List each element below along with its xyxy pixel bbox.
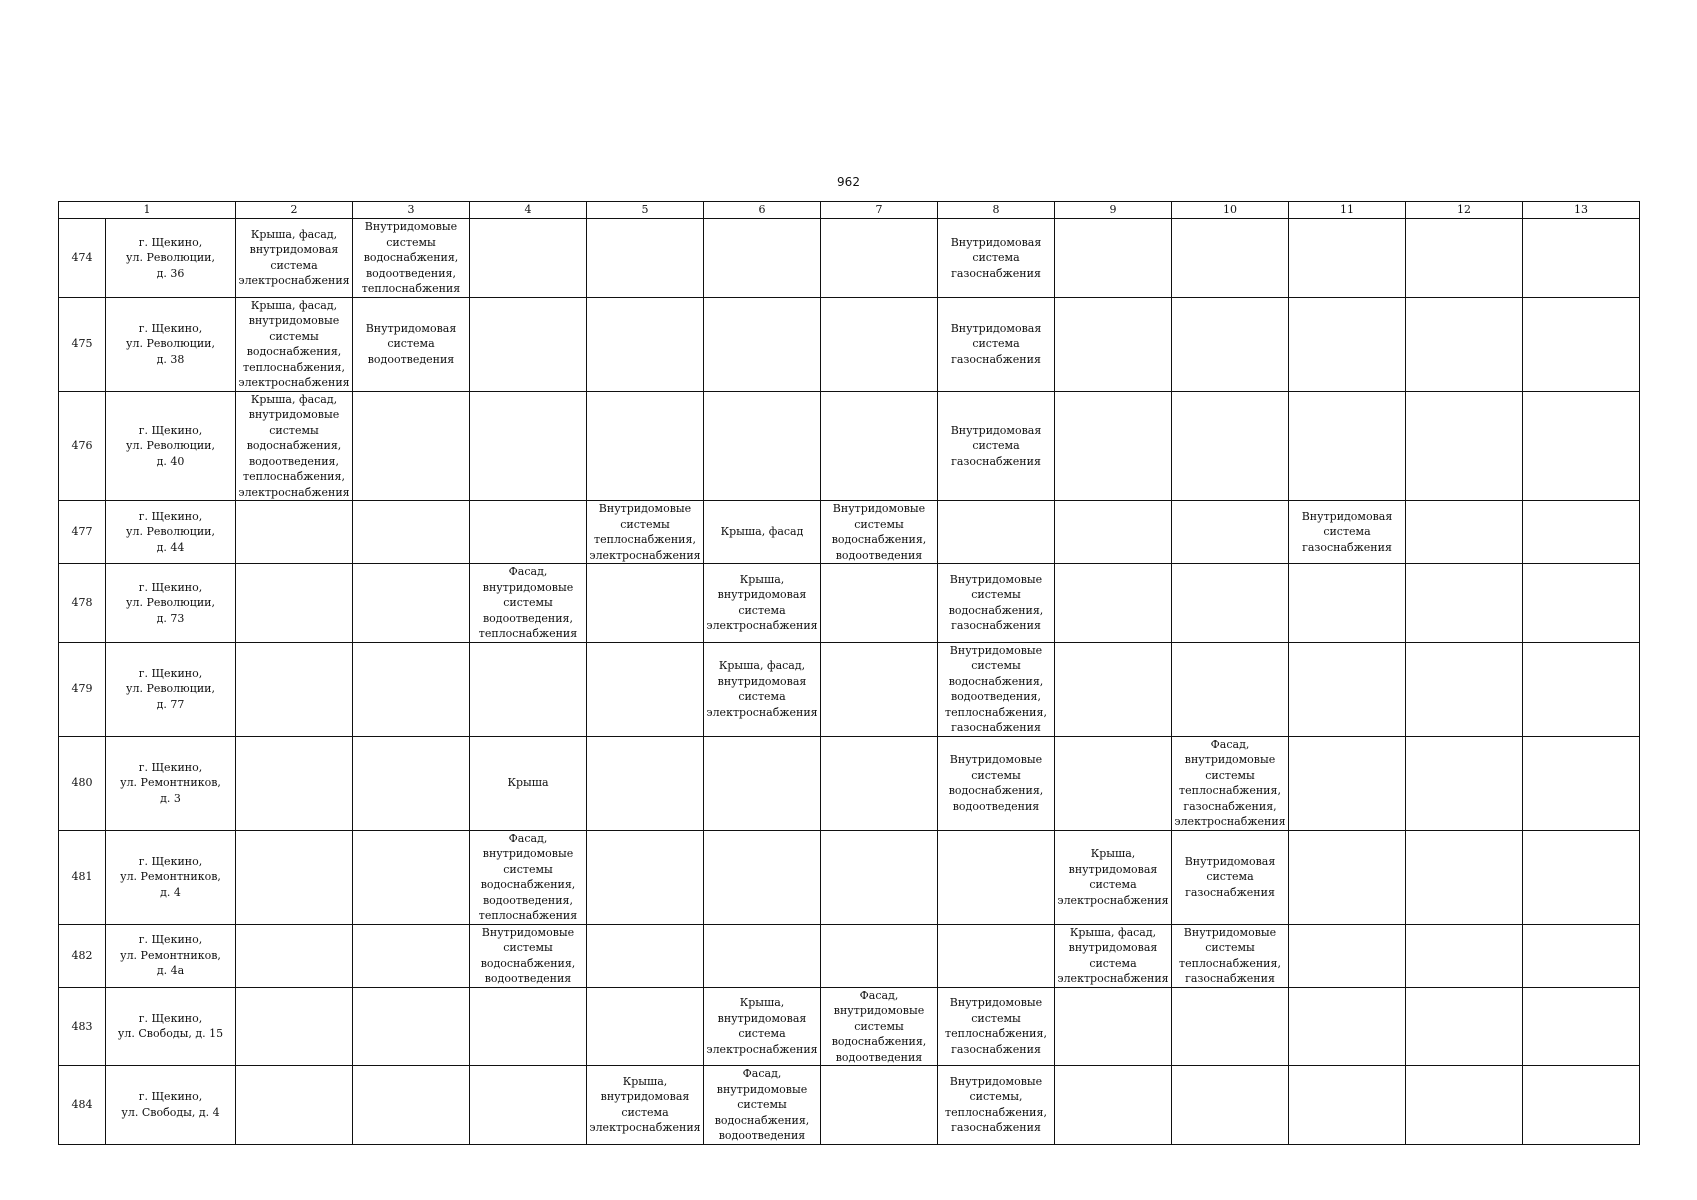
work-cell: Внутридомовые системы водоснабжения, водоотведения <box>821 501 938 564</box>
work-cell <box>587 642 704 736</box>
work-cell <box>821 297 938 391</box>
work-cell <box>1406 564 1523 643</box>
work-cell: Крыша, внутридомовая система электроснабжения <box>704 987 821 1066</box>
work-cell <box>1289 391 1406 501</box>
row-number: 480 <box>59 736 106 830</box>
work-cell <box>1055 1066 1172 1145</box>
work-cell: Внутридомовая система газоснабжения <box>938 297 1055 391</box>
repair-schedule-table <box>58 201 1640 1145</box>
work-cell <box>1055 391 1172 501</box>
work-cell: Внутридомовая система газоснабжения <box>1172 830 1289 924</box>
work-cell: Крыша, фасад, внутридомовая система электроснабжения <box>704 642 821 736</box>
work-cell <box>587 219 704 298</box>
work-cell <box>1172 219 1289 298</box>
address-cell: г. Щекино, ул. Революции, д. 44 <box>106 501 236 564</box>
work-cell <box>1523 219 1640 298</box>
work-cell <box>587 297 704 391</box>
work-cell <box>704 297 821 391</box>
work-cell <box>1289 219 1406 298</box>
work-cell: Крыша, внутридомовая система электроснабжения <box>1055 830 1172 924</box>
work-cell <box>587 391 704 501</box>
work-cell: Внутридомовые системы, теплоснабжения, газоснабжения <box>938 1066 1055 1145</box>
work-cell <box>236 987 353 1066</box>
work-cell <box>1406 391 1523 501</box>
work-cell <box>353 501 470 564</box>
work-cell <box>704 391 821 501</box>
work-cell: Крыша, внутридомовая система электроснабжения <box>704 564 821 643</box>
work-cell <box>821 564 938 643</box>
table-row <box>59 219 1640 298</box>
column-header: 10 <box>1172 202 1289 219</box>
work-cell <box>1289 297 1406 391</box>
work-cell: Внутридомовые системы водоснабжения, водоотведения, теплоснабжения, газоснабжения <box>938 642 1055 736</box>
work-cell <box>236 564 353 643</box>
work-cell: Фасад, внутридомовые системы теплоснабжения, газоснабжения, электроснабжения <box>1172 736 1289 830</box>
work-cell <box>938 924 1055 987</box>
work-cell <box>821 642 938 736</box>
work-cell <box>1523 1066 1640 1145</box>
table-row <box>59 1066 1640 1145</box>
header-row <box>59 202 1640 219</box>
work-cell <box>470 297 587 391</box>
work-cell: Внутридомовые системы теплоснабжения, газоснабжения <box>1172 924 1289 987</box>
work-cell <box>353 830 470 924</box>
table-row <box>59 987 1640 1066</box>
work-cell <box>587 924 704 987</box>
work-cell <box>470 391 587 501</box>
work-cell <box>1055 736 1172 830</box>
work-cell <box>470 1066 587 1145</box>
work-cell <box>1523 736 1640 830</box>
row-number: 483 <box>59 987 106 1066</box>
work-cell <box>704 830 821 924</box>
work-cell <box>1523 987 1640 1066</box>
address-cell: г. Щекино, ул. Революции, д. 40 <box>106 391 236 501</box>
work-cell <box>353 924 470 987</box>
work-cell <box>1055 642 1172 736</box>
work-cell: Внутридомовые системы теплоснабжения, электроснабжения <box>587 501 704 564</box>
work-cell <box>470 501 587 564</box>
work-cell <box>587 987 704 1066</box>
work-cell <box>1055 219 1172 298</box>
work-cell <box>1289 736 1406 830</box>
work-cell: Фасад, внутридомовые системы водоснабжения, водоотведения <box>704 1066 821 1145</box>
table-row <box>59 391 1640 501</box>
work-cell <box>353 642 470 736</box>
work-cell <box>236 642 353 736</box>
work-cell <box>587 736 704 830</box>
column-header: 5 <box>587 202 704 219</box>
table-row <box>59 924 1640 987</box>
work-cell: Внутридомовая система газоснабжения <box>938 391 1055 501</box>
work-cell: Крыша, фасад, внутридомовая система электроснабжения <box>236 219 353 298</box>
work-cell <box>821 830 938 924</box>
address-cell: г. Щекино, ул. Ремонтников, д. 3 <box>106 736 236 830</box>
work-cell <box>1055 564 1172 643</box>
work-cell: Внутридомовые системы водоснабжения, водоотведения, теплоснабжения <box>353 219 470 298</box>
work-cell <box>1172 564 1289 643</box>
address-cell: г. Щекино, ул. Свободы, д. 4 <box>106 1066 236 1145</box>
work-cell <box>587 830 704 924</box>
work-cell <box>236 501 353 564</box>
row-number: 478 <box>59 564 106 643</box>
work-cell: Крыша, фасад, внутридомовая система электроснабжения <box>1055 924 1172 987</box>
work-cell <box>353 391 470 501</box>
work-cell <box>821 924 938 987</box>
table-row <box>59 297 1640 391</box>
work-cell <box>470 219 587 298</box>
work-cell <box>470 987 587 1066</box>
row-number: 474 <box>59 219 106 298</box>
work-cell <box>236 830 353 924</box>
column-header: 2 <box>236 202 353 219</box>
work-cell <box>236 924 353 987</box>
work-cell <box>821 1066 938 1145</box>
column-header: 13 <box>1523 202 1640 219</box>
column-header: 8 <box>938 202 1055 219</box>
work-cell <box>236 1066 353 1145</box>
work-cell <box>1055 297 1172 391</box>
work-cell <box>1172 391 1289 501</box>
column-header: 6 <box>704 202 821 219</box>
table-row <box>59 642 1640 736</box>
work-cell <box>1172 642 1289 736</box>
row-number: 479 <box>59 642 106 736</box>
work-cell: Фасад, внутридомовые системы водоснабжения, водоотведения, теплоснабжения <box>470 830 587 924</box>
work-cell <box>353 1066 470 1145</box>
work-cell: Внутридомовая система газоснабжения <box>938 219 1055 298</box>
work-cell <box>1055 501 1172 564</box>
work-cell <box>1289 987 1406 1066</box>
work-cell <box>1406 830 1523 924</box>
work-cell <box>1172 1066 1289 1145</box>
address-cell: г. Щекино, ул. Революции, д. 38 <box>106 297 236 391</box>
row-number: 475 <box>59 297 106 391</box>
work-cell: Внутридомовые системы водоснабжения, газоснабжения <box>938 564 1055 643</box>
work-cell: Фасад, внутридомовые системы водоотведения, теплоснабжения <box>470 564 587 643</box>
work-cell <box>353 736 470 830</box>
work-cell <box>704 924 821 987</box>
work-cell <box>1523 564 1640 643</box>
work-cell <box>353 987 470 1066</box>
work-cell <box>1289 830 1406 924</box>
work-cell <box>1523 297 1640 391</box>
address-cell: г. Щекино, ул. Революции, д. 36 <box>106 219 236 298</box>
work-cell <box>1289 924 1406 987</box>
table-row <box>59 736 1640 830</box>
work-cell <box>1523 924 1640 987</box>
work-cell: Внутридомовые системы водоснабжения, водоотведения <box>938 736 1055 830</box>
work-cell <box>1406 987 1523 1066</box>
column-header: 9 <box>1055 202 1172 219</box>
work-cell <box>938 830 1055 924</box>
row-number: 481 <box>59 830 106 924</box>
work-cell: Крыша, фасад, внутридомовые системы водоснабжения, теплоснабжения, электроснабжения <box>236 297 353 391</box>
work-cell <box>353 564 470 643</box>
work-cell <box>938 501 1055 564</box>
work-cell <box>1406 1066 1523 1145</box>
column-header: 3 <box>353 202 470 219</box>
column-header: 11 <box>1289 202 1406 219</box>
work-cell: Крыша, фасад <box>704 501 821 564</box>
work-cell <box>236 736 353 830</box>
address-cell: г. Щекино, ул. Свободы, д. 15 <box>106 987 236 1066</box>
address-cell: г. Щекино, ул. Ремонтников, д. 4 <box>106 830 236 924</box>
row-number: 484 <box>59 1066 106 1145</box>
work-cell <box>1172 987 1289 1066</box>
work-cell: Внутридомовые системы водоснабжения, водоотведения <box>470 924 587 987</box>
work-cell <box>1289 642 1406 736</box>
work-cell <box>1523 501 1640 564</box>
work-cell <box>1406 924 1523 987</box>
work-cell <box>704 736 821 830</box>
page-number: 962 <box>837 175 860 189</box>
work-cell <box>1289 564 1406 643</box>
column-header: 4 <box>470 202 587 219</box>
work-cell <box>470 642 587 736</box>
work-cell <box>1289 1066 1406 1145</box>
work-cell <box>1406 219 1523 298</box>
work-cell <box>704 219 821 298</box>
work-cell <box>1406 736 1523 830</box>
work-cell <box>1172 297 1289 391</box>
column-header: 12 <box>1406 202 1523 219</box>
work-cell <box>1055 987 1172 1066</box>
table-row <box>59 830 1640 924</box>
row-number: 477 <box>59 501 106 564</box>
work-cell: Крыша, внутридомовая система электроснабжения <box>587 1066 704 1145</box>
work-cell: Фасад, внутридомовые системы водоснабжения, водоотведения <box>821 987 938 1066</box>
work-cell <box>821 391 938 501</box>
work-cell <box>1406 297 1523 391</box>
work-cell <box>821 219 938 298</box>
work-cell <box>821 736 938 830</box>
address-cell: г. Щекино, ул. Ремонтников, д. 4а <box>106 924 236 987</box>
work-cell: Крыша, фасад, внутридомовые системы водоснабжения, водоотведения, теплоснабжения, электроснабжения <box>236 391 353 501</box>
row-number: 482 <box>59 924 106 987</box>
work-cell <box>1406 642 1523 736</box>
work-cell: Внутридомовая система водоотведения <box>353 297 470 391</box>
work-cell <box>1406 501 1523 564</box>
work-cell: Внутридомовые системы теплоснабжения, газоснабжения <box>938 987 1055 1066</box>
address-cell: г. Щекино, ул. Революции, д. 73 <box>106 564 236 643</box>
work-cell <box>1523 830 1640 924</box>
work-cell <box>1523 642 1640 736</box>
work-cell: Внутридомовая система газоснабжения <box>1289 501 1406 564</box>
row-number: 476 <box>59 391 106 501</box>
work-cell <box>1172 501 1289 564</box>
table-row <box>59 501 1640 564</box>
work-cell <box>1523 391 1640 501</box>
work-cell: Крыша <box>470 736 587 830</box>
address-cell: г. Щекино, ул. Революции, д. 77 <box>106 642 236 736</box>
table-row <box>59 564 1640 643</box>
column-header: 7 <box>821 202 938 219</box>
work-cell <box>587 564 704 643</box>
column-header: 1 <box>59 202 236 219</box>
